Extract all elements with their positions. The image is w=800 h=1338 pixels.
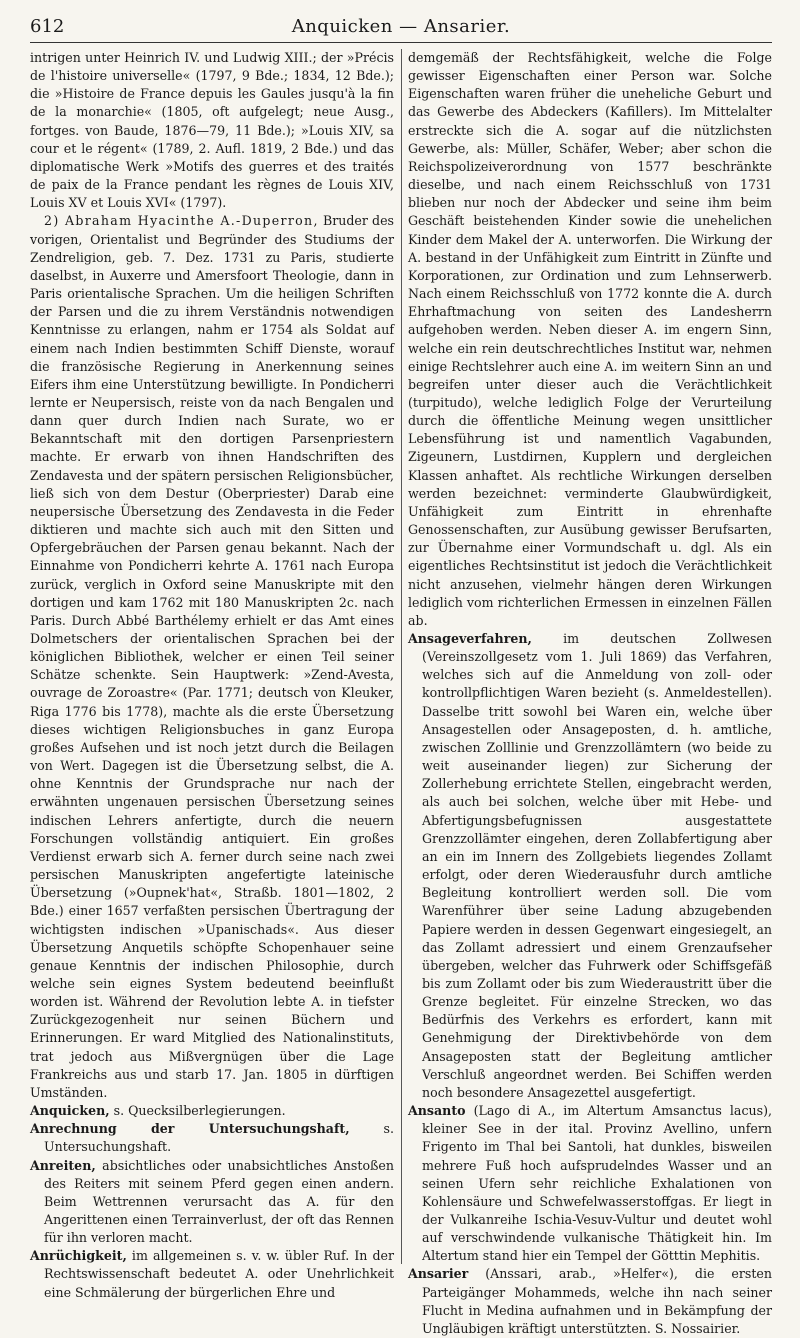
entry-anquicken [30, 1102, 394, 1120]
right-column [408, 49, 772, 1336]
entry-text: s. Untersuchungshaft. [44, 1121, 394, 1155]
page-header [30, 14, 772, 43]
entry-heading: Anquicken, [30, 1103, 110, 1119]
text-columns [30, 49, 772, 1336]
entry-heading: Ansanto [408, 1103, 466, 1119]
entry-text: im deutschen Zollwesen (Vereinszollgesetz vom 1. Juli 1869) das Verfahren, welches sich auf die Anmeldung von zoll- oder kontrollpflichtigen Waren bezieht (s. Anmeldestellen). Dasselbe tritt sowohl bei Waren ein, welche über Ansagestellen oder Ansageposten, d. h. amtliche, zwischen Zolllinie und Grenzzollämtern (wo beide zu weit auseinander liegen) zur Sicherung der Zollerhebung errichtete Stellen, eingebracht werden, als auch bei solchen, welche über mit Hebe- und Abfertigungsbefugnissen ausgestattete Grenzzollämter eingehen, deren Zollabfertigung aber an ein im Innern des Zollgebiets liegendes Zollamt erfolgt, oder deren Wiederausfuhr durch amtliche Begleitung kontrolliert werden soll. Die vom Warenführer über seine Ladung abzugebenden Papiere werden in dessen Gegenwart eingesiegelt, an das Zollamt adressiert und einem Grenzaufseher übergeben, welcher das Fuhrwerk oder Schiffsgefäß bis zum Zollamt oder bis zum Wiederaustritt über die Grenze begleitet. Für einzelne Strecken, wo das Bedürfnis des Verkehrs es erfordert, kann mit Genehmigung der Direktivbehörde von dem Ansageposten statt der Begleitung amtlicher Verschluß angeordnet werden. Bei Schiffen werden noch besondere Ansagezettel ausgefertigt. [422, 631, 772, 1100]
entry-text: absichtliches oder unabsichtliches Anstoßen des Reiters mit seinem Pferd gegen einen andern. Beim Wettrennen verursacht das A. für den Angerittenen einen Terrainverlust, der oft das Rennen für ihn verloren macht. [44, 1157, 394, 1246]
entry-anquetil-duperron [30, 212, 394, 1102]
entry-text: s. Quecksilberlegierungen. [109, 1103, 286, 1119]
entry-anruechigkeit [30, 1247, 394, 1301]
entry-heading: Anrechnung der Untersuchungshaft, [30, 1121, 350, 1137]
entry-heading: 2) Abraham Hyacinthe A.-Duperron, [44, 213, 319, 229]
column-divider [401, 49, 402, 1264]
entry-anrechnung [30, 1120, 394, 1156]
entry-text: Bruder des vorigen, Orientalist und Begründer des Studiums der Zendreligion, geb. 7. Dez. 1731 zu Paris, studierte daselbst, in Auxerre und Amersfoort Theologie, dann in Paris orientalische Sprachen. Um die heiligen Schriften der Parsen und die zu ihrem Verständnis notwendigen Kenntnisse zu erlangen, nahm er 1754 als Soldat auf einem nach Indien bestimmten Schiff Dienste, worauf die französische Regierung in Anerkennung seines Eifers ihm eine Unterstützung bewilligte. In Pondicherri lernte er Neupersisch, reiste von da nach Bengalen und dann quer durch Indien nach Surate, wo er Bekanntschaft mit den dortigen Parsenpriestern machte. Er erwarb von ihnen Handschriften des Zendavesta und der spätern persischen Religionsbücher, ließ sich von dem Destur (Oberpriester) Darab eine neupersische Übersetzung des Zendavesta in die Feder diktieren und machte sich auch mit den Sitten und Opfergebräuchen der Parsen genau bekannt. Nach der Einnahme von Pondicherri kehrte A. 1761 nach Europa zurück, verglich in Oxford seine Manuskripte mit den dortigen und kam 1762 mit 180 Manuskripten 2c. nach Paris. Durch Abbé Barthélemy erhielt er das Amt eines Dolmetschers der orientalischen Sprachen bei der königlichen Bibliothek, welcher er einen Teil seiner Schätze schenkte. Sein Hauptwerk: »Zend-Avesta, ouvrage de Zoroastre« (Par. 1771; deutsch von Kleuker, Riga 1776 bis 1778), machte als die erste Übersetzung dieses wichtigen Religionsbuches in ganz Europa großes Aufsehen und ist noch jetzt durch die Beilagen von Wert. Dagegen ist die Übersetzung selbst, die A. ohne Kenntnis der Grundsprache nur nach der erwähnten ungenauen persischen Übersetzung seines indischen Lehrers anfertigte, durch die neuern Forschungen vollständig antiquiert. Ein großes Verdienst erwarb sich A. ferner durch seine nach zwei persischen Manuskripten angefertigte lateinische Übersetzung (»Oupnek'hat«, Straßb. 1801—1802, 2 Bde.) einer 1657 verfaßten persischen Übertragung der wichtigsten indischen »Upanischads«. Aus dieser Übersetzung Anquetils schöpfte Schopenhauer seine genaue Kenntnis der indischen Philosophie, durch welche sein eignes System bedeutend beeinflußt worden ist. Während der Revolution lebte A. in tiefster Zurückgezogenheit nur seinen Büchern und Erinnerungen. Er ward Mitglied des Nationalinstituts, trat jedoch aus Mißvergnügen über die Lage Frankreichs aus und starb 17. Jan. 1805 in dürftigen Umständen. [30, 213, 394, 1100]
entry-text: im allgemeinen s. v. w. übler Ruf. In der Rechtswissenschaft bedeutet A. oder Unehrlichkeit eine Schmälerung der bürgerlichen Ehre und [44, 1248, 394, 1300]
running-head: Anquicken — Ansarier. [291, 16, 511, 37]
entry-text: (Lago di A., im Altertum Amsanctus lacus), kleiner See in der ital. Provinz Avellino, unfern Frigento im Thal bei Santoli, hat dunkles, bisweilen mehrere Fuß hoch aufsprudelndes Wasser und an seinen Ufern sehr reichliche Exhalationen von Kohlensäure und Schwefelwasserstoffgas. Er liegt in der Vulkanreihe Ischia-Vesuv-Vultur und deutet wohl auf verschwindende vulkanische Thätigkeit hin. Im Altertum stand hier ein Tempel der Götttin Mephitis. [422, 1103, 772, 1264]
entry-heading: Ansageverfahren, [408, 631, 532, 646]
entry-heading: Anreiten, [30, 1157, 96, 1173]
paragraph: intrigen unter Heinrich IV. und Ludwig XIII.; der »Précis de l'histoire universelle« (1797, 9 Bde.; 1834, 12 Bde.); die »Histoire de France depuis les Gaules jusqu'à la fin de la monarchie« (1805, oft aufgelegt; neue Ausg., fortges. von Baude, 1876—79, 11 Bde.); »Louis XIV, sa cour et le régent« (1789, 2. Aufl. 1819, 2 Bde.) und das diplomatische Werk »Motifs des guerres et des traités de paix de la France pendant les règnes de Louis XIV, Louis XV et Louis XVI« (1797). [30, 50, 394, 211]
entry-text: (Anssari, arab., »Helfer«), die ersten Parteigänger Mohammeds, welche ihn nach seiner Flucht in Medina aufnahmen und in Bekämpfung der Ungläubigen kräftigt unterstützten. S. Nossairier. [422, 1266, 772, 1336]
entry-heading: Ansarier [408, 1266, 469, 1282]
left-column [30, 49, 394, 1300]
entry-anreiten [30, 1157, 394, 1248]
entry-ansageverfahren [408, 630, 772, 1102]
entry-heading: Anrüchigkeit, [30, 1248, 127, 1264]
paragraph: demgemäß der Rechtsfähigkeit, welche die Folge gewisser Eigenschaften einer Person war. Solche Eigenschaften waren früher die uneheliche Geburt und das Gewerbe des Abdeckers (Kafillers). Im Mittelalter erstreckte sich die A. sogar auf die nützlichsten Gewerbe, als: Müller, Schäfer, Weber; aber schon die Reichspolizeiverordnung von 1577 beschränkte dieselbe, und nach einem Reichsschluß von 1731 blieben nur noch der Abdecker und seine ihm beim Geschäft beistehenden Kinder sowie die unehelichen Kinder dem Makel der A. unterworfen. Die Wirkung der A. bestand in der Unfähigkeit zum Eintritt in Zünfte und Korporationen, zur Ordination und zum Lehnserwerb. Nach einem Reichsschluß von 1772 konnte die A. durch Ehrhaftmachung von seiten des Landesherrn aufgehoben werden. Neben dieser A. im engern Sinn, welche ein rein deutschrechtliches Institut war, nehmen einige Rechtslehrer auch eine A. im weitern Sinn an und begreifen unter dieser auch die Verächtlichkeit (turpitudo), welche lediglich Folge der Verurteilung durch die öffentliche Meinung wegen unsittlicher Lebensführung ist und namentlich Vagabunden, Zigeunern, Lustdirnen, Kupplern und dergleichen Klassen anhaftet. Als rechtliche Wirkungen derselben werden bezeichnet: verminderte Glaubwürdigkeit, Unfähigkeit zum Eintritt in ehrenhafte Genossenschaften, zur Ausübung gewisser Berufsarten, zur Übernahme einer Vormundschaft u. dgl. Als ein eigentliches Rechtsinstitut ist jedoch die Verächtlichkeit nicht anzusehen, vielmehr hängen deren Wirkungen lediglich vom richterlichen Ermessen in einzelnen Fällen ab. [408, 50, 772, 628]
entry-ansarier [408, 1265, 772, 1338]
page-number: 612 [30, 16, 65, 37]
entry-ansanto [408, 1102, 772, 1265]
